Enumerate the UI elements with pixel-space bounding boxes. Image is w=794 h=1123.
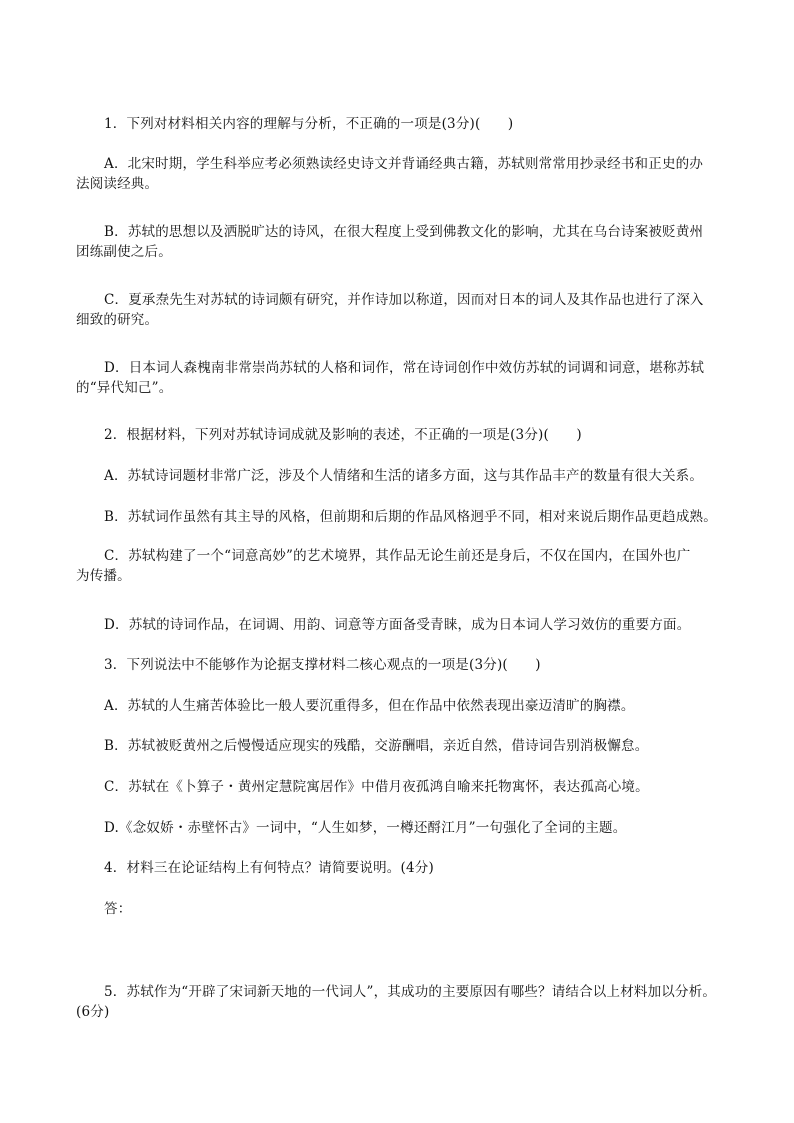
question-2-option-b: B．苏轼词作虽然有其主导的风格，但前期和后期的作品风格迥乎不同，相对来说后期作品更趋成熟。 [104, 509, 717, 525]
question-3-option-a: A．苏轼的人生痛苦体验比一般人要沉重得多，但在作品中依然表现出豪迈清旷的胸襟。 [104, 698, 635, 714]
option-text: D．日本词人森槐南非常崇尚苏轼的人格和词作，常在诗词创作中效仿苏轼的词调和词意，堪称苏轼 [104, 360, 705, 376]
question-2-stem: 2．根据材料，下列对苏轼诗词成就及影响的表述，不正确的一项是(3分)( ) [104, 427, 582, 443]
question-4-answer-label: 答： [104, 901, 132, 917]
question-1-option-d [76, 358, 724, 398]
question-2-option-d: D．苏轼的诗词作品，在词调、用韵、词意等方面备受青睐，成为日本词人学习效仿的重要方面。 [104, 617, 691, 633]
option-text: A．北宋时期，学生科举应考必须熟读经史诗文并背诵经典古籍，苏轼则常常用抄录经书和正史的办 [104, 156, 704, 172]
question-1-stem: 1．下列对材料相关内容的理解与分析，不正确的一项是(3分)( ) [104, 116, 514, 132]
option-text-continued: 为传播。 [76, 568, 131, 584]
question-5-stem [76, 982, 724, 1022]
question-1-option-b [76, 222, 724, 262]
option-text: C．夏承焘先生对苏轼的诗词颇有研究，并作诗加以称道，因而对日本的词人及其作品也进行了深入 [104, 292, 704, 308]
question-3-option-b: B．苏轼被贬黄州之后慢慢适应现实的残酷，交游酬唱，亲近自然，借诗词告别消极懈怠。 [104, 738, 649, 754]
question-text-continued: (6分) [76, 1004, 110, 1020]
question-2-option-c [76, 546, 724, 586]
question-3-option-c: C．苏轼在《卜算子・黄州定慧院寓居作》中借月夜孤鸿自喻来托物寓怀，表达孤高心境。 [104, 779, 649, 795]
option-text: C．苏轼构建了一个“词意高妙”的艺术境界，其作品无论生前还是身后，不仅在国内，在国外也广 [104, 548, 691, 564]
option-text-continued: 法阅读经典。 [76, 176, 159, 192]
option-text: B．苏轼的思想以及洒脱旷达的诗风，在很大程度上受到佛教文化的影响，尤其在乌台诗案被贬黄州 [104, 224, 704, 240]
question-2-option-a: A．苏轼诗词题材非常广泛，涉及个人情绪和生活的诸多方面，这与其作品丰产的数量有很大关系。 [104, 468, 704, 484]
question-text: 5．苏轼作为“开辟了宋词新天地的一代词人”，其成功的主要原因有哪些？请结合以上材料加以分析。 [104, 984, 717, 1000]
option-text-continued: 细致的研究。 [76, 312, 159, 328]
question-3-stem: 3．下列说法中不能够作为论据支撑材料二核心观点的一项是(3分)( ) [104, 657, 541, 673]
question-4-stem: 4．材料三在论证结构上有何特点？请简要说明。(4分) [104, 860, 434, 876]
option-text-continued: 团练副使之后。 [76, 244, 172, 260]
option-text-continued: 的“异代知己”。 [76, 380, 173, 396]
question-3-option-d: D.《念奴娇・赤壁怀古》一词中，“人生如梦，一樽还酹江月”一句强化了全词的主题。 [104, 820, 627, 836]
question-1-option-c [76, 290, 724, 330]
question-1-option-a [76, 154, 724, 194]
